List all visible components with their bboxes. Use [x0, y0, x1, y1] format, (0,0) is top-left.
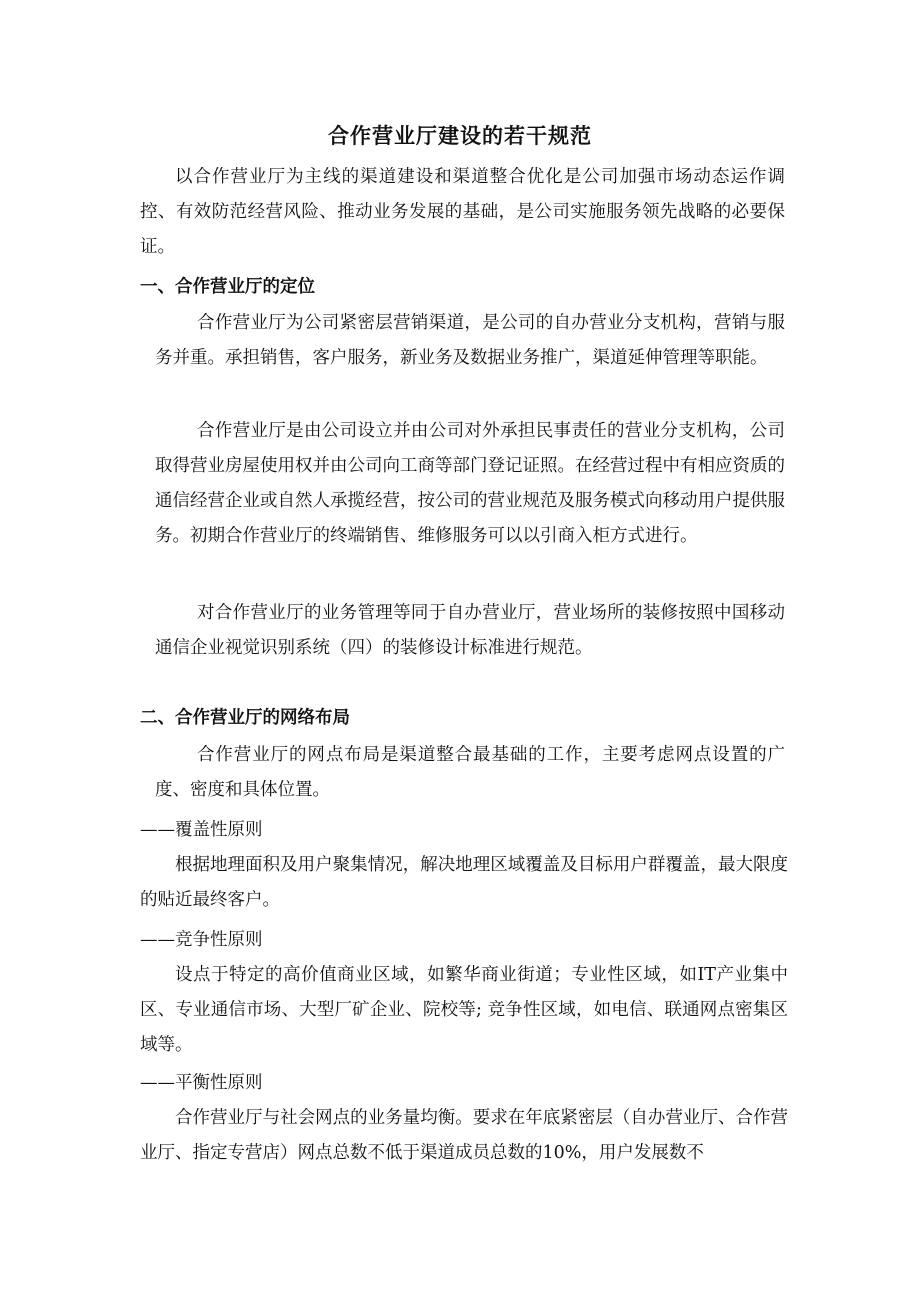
principle-competition-text: 设点于特定的高价值商业区域，如繁华商业街道；专业性区域，如IT产业集中区、专业通信市场、大型厂矿企业、院校等; 竞争性区域，如电信、联通网点密集区域等。	[140, 965, 788, 1055]
section-2-heading: 二、合作营业厅的网络布局	[140, 708, 350, 728]
section-1-paragraph-3: 对合作营业厅的业务管理等同于自办营业厅，营业场所的装修按照中国移动通信企业视觉识别系统（四）的装修设计标准进行规范。	[155, 603, 785, 658]
section-1-heading: 一、合作营业厅的定位	[140, 277, 315, 297]
intro-paragraph: 以合作营业厅为主线的渠道建设和渠道整合优化是公司加强市场动态运作调控、有效防范经营风险、推动业务发展的基础，是公司实施服务领先战略的必要保证。	[140, 167, 785, 257]
section-1-paragraph-1: 合作营业厅为公司紧密层营销渠道，是公司的自办营业分支机构，营销与服务并重。承担销售，客户服务，新业务及数据业务推广，渠道延伸管理等职能。	[155, 313, 785, 368]
section-2-intro: 合作营业厅的网点布局是渠道整合最基础的工作，主要考虑网点设置的广度、密度和具体位置。	[155, 745, 785, 800]
principle-balance-title: ——平衡性原则	[140, 1073, 263, 1093]
section-1-paragraph-2: 合作营业厅是由公司设立并由公司对外承担民事责任的营业分支机构，公司取得营业房屋使用权并由公司向工商等部门登记证照。在经营过程中有相应资质的通信经营企业或自然人承揽经营，按公司的营业规范及服务模式向移动用户提供服务。初期合作营业厅的终端销售、维修服务可以以引商入柜方式进行。	[155, 421, 785, 546]
principle-balance-text: 合作营业厅与社会网点的业务量均衡。要求在年底紧密层（自办营业厅、合作营业厅、指定专营店）网点总数不低于渠道成员总数的10%，用户发展数不	[140, 1108, 788, 1163]
document-title: 合作营业厅建设的若干规范	[328, 124, 592, 148]
principle-coverage-text: 根据地理面积及用户聚集情况，解决地理区域覆盖及目标用户群覆盖，最大限度的贴近最终客户。	[140, 855, 788, 910]
principle-competition-title: ——竞争性原则	[140, 930, 263, 950]
principle-coverage-title: ——覆盖性原则	[140, 820, 263, 840]
